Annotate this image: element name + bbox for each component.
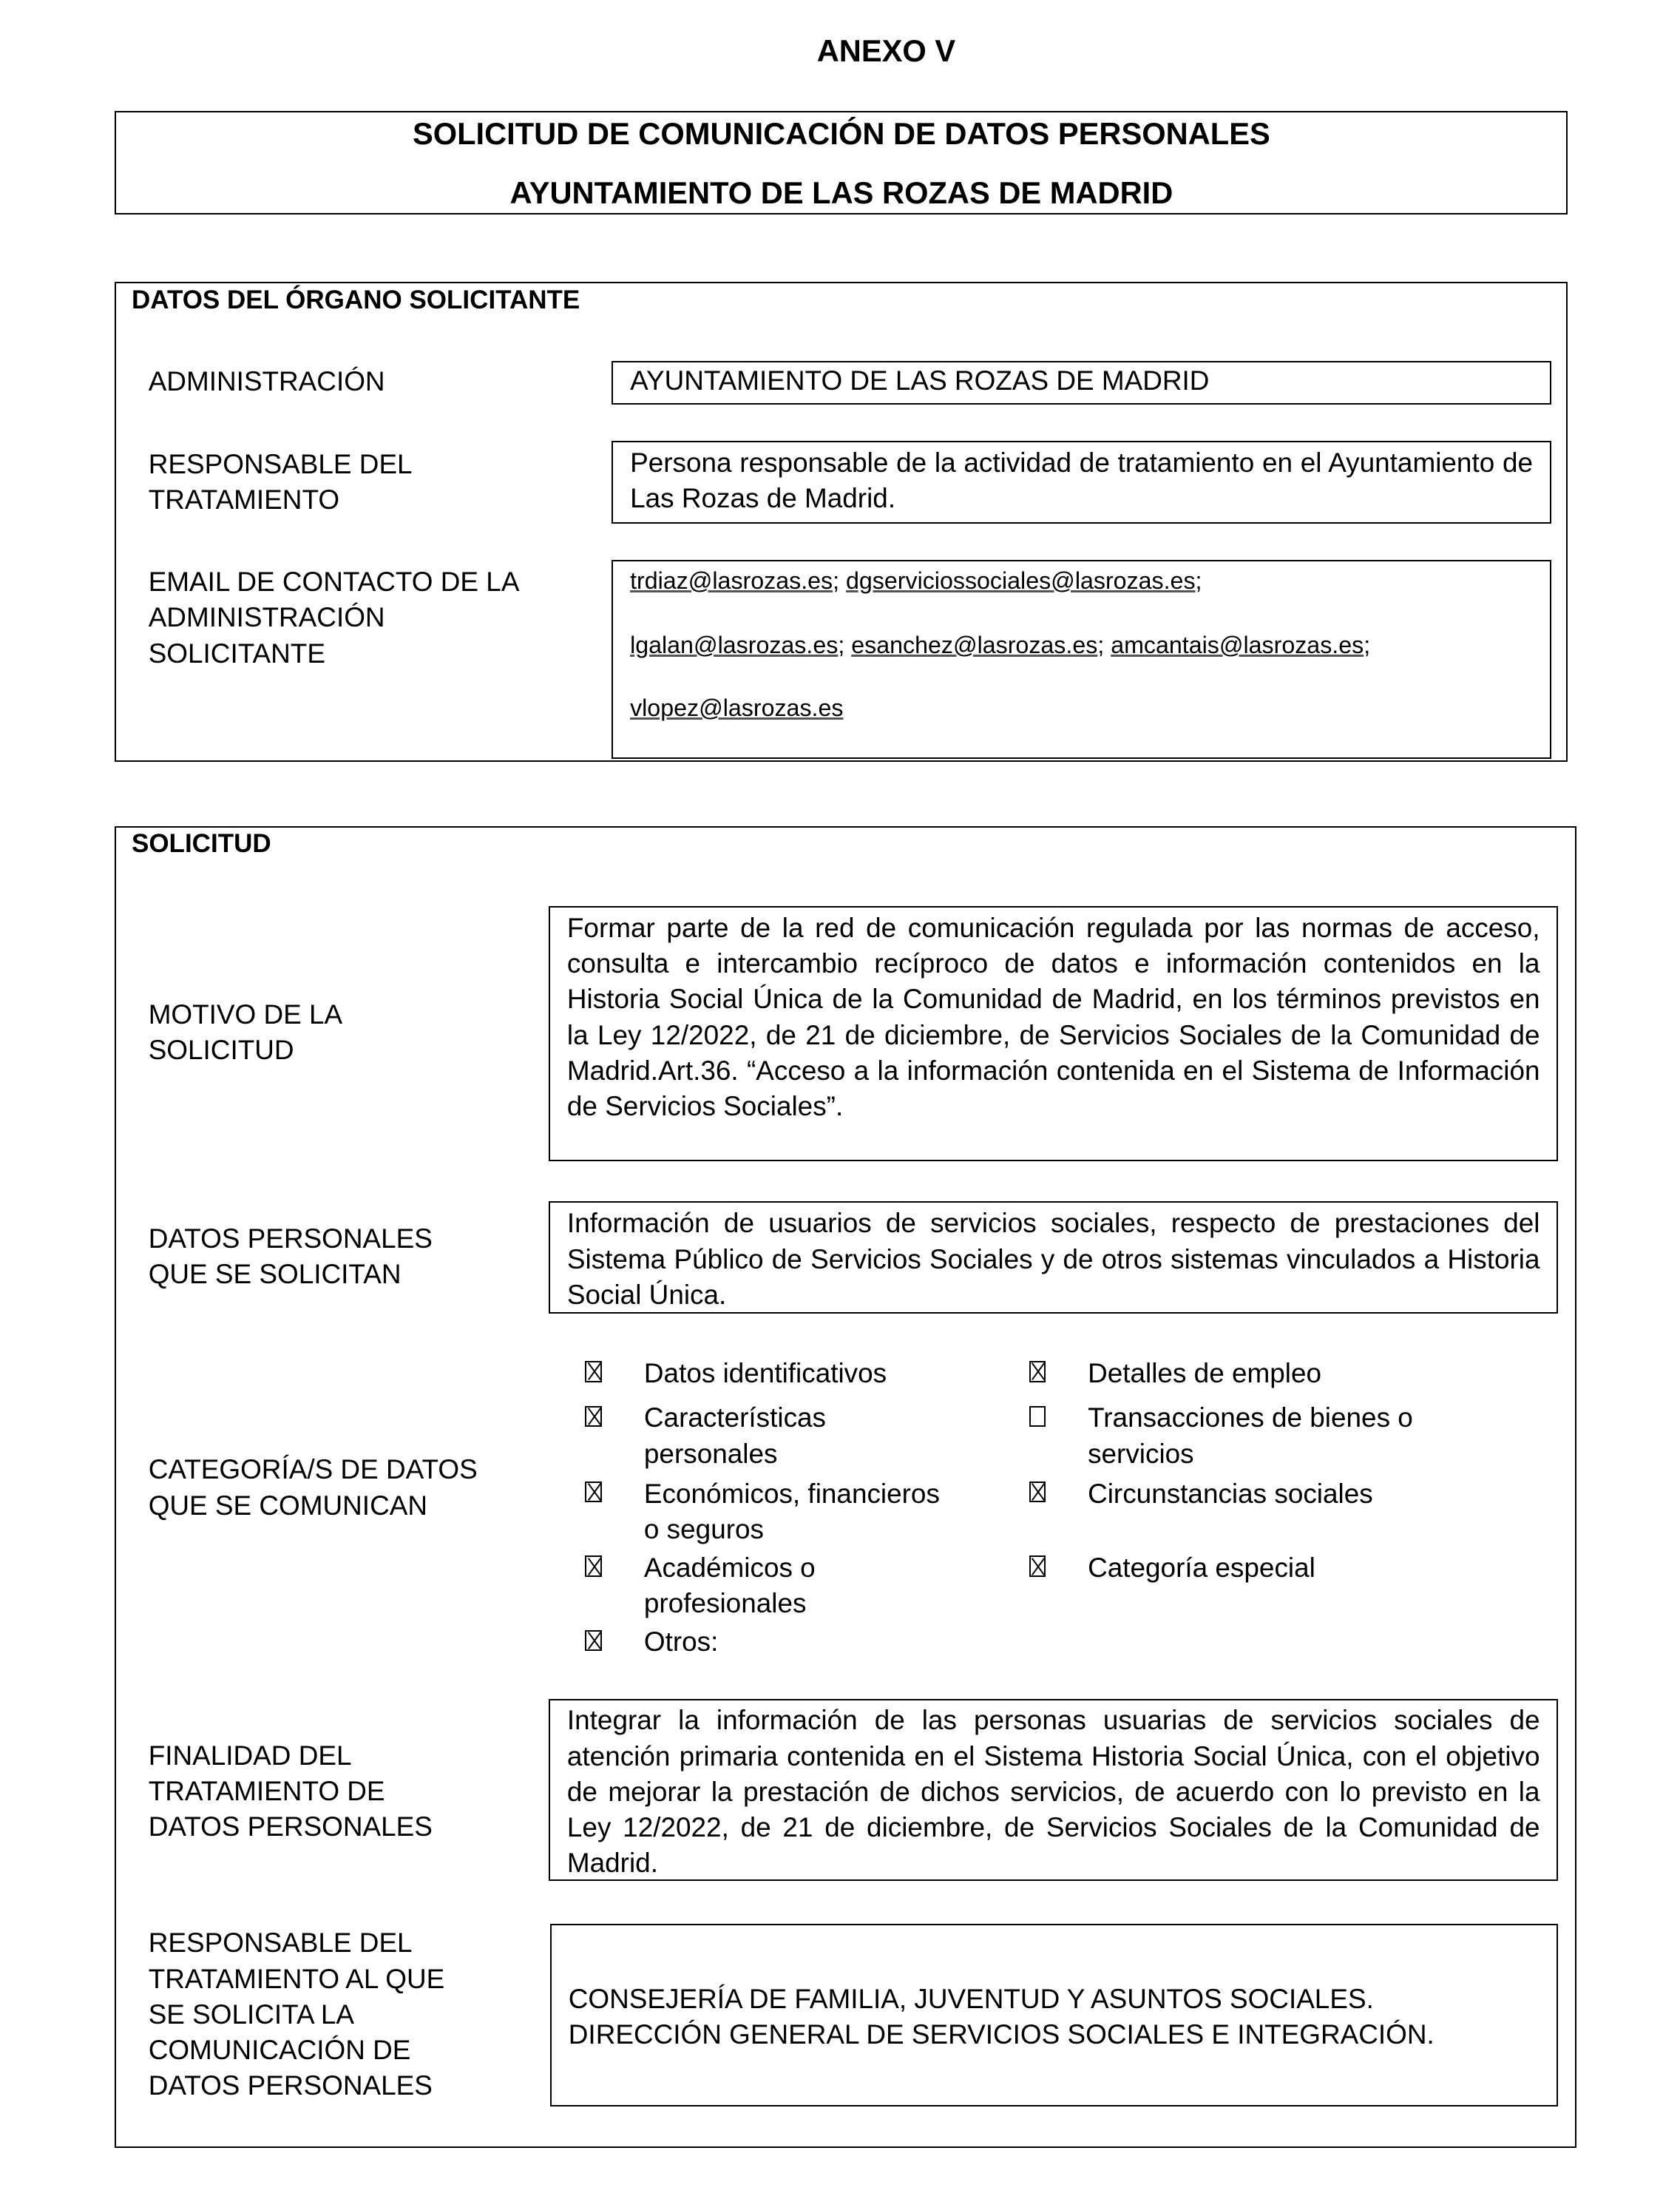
categorias-label	[149, 1452, 478, 1524]
email-link[interactable]: amcantais@lasrozas.es	[1111, 632, 1364, 659]
email-link[interactable]: lgalan@lasrozas.es	[630, 632, 839, 659]
label-line: ADMINISTRACIÓN	[148, 602, 385, 633]
destino-line: DIRECCIÓN GENERAL DE SERVICIOS SOCIALES E INTEGRACIÓN.	[568, 2019, 1435, 2050]
resp-field: Persona responsable de la actividad de tratamiento en el Ayuntamiento de Las Rozas de Madrid.	[612, 441, 1551, 524]
label-line: SOLICITUD	[148, 1035, 294, 1066]
destino-label	[149, 1925, 445, 2104]
unchecked-box-icon[interactable]	[1029, 1406, 1046, 1427]
checked-box-icon[interactable]	[585, 1406, 602, 1427]
category-label: Económicos, financieros o seguros	[643, 1478, 940, 1544]
label-line: EMAIL DE CONTACTO DE LA	[148, 566, 520, 597]
category-label: Características personales	[643, 1402, 827, 1469]
category-label: Circunstancias sociales	[1088, 1478, 1373, 1509]
checked-box-icon[interactable]	[585, 1361, 602, 1382]
label-line: TRATAMIENTO DE	[148, 1775, 385, 1806]
motivo-field: Formar parte de la red de comunicación regulada por las normas de acceso, consulta e intercambio recíproco de datos e información contenidos en la Historia Social Única de la Comunidad de Madrid, en los términos previstos en la Ley 12/2022, de 21 de diciembre, de Servicios Sociales de la Comunidad de Madrid.Art.36. “Acceso a la información contenida en el Sistema de Información de Servicios Sociales”.	[549, 906, 1558, 1161]
email-label	[149, 564, 520, 672]
checked-box-icon[interactable]	[1029, 1482, 1046, 1502]
checked-box-icon[interactable]	[585, 1555, 602, 1576]
label-line: QUE SE SOLICITAN	[148, 1259, 402, 1290]
checked-box-icon[interactable]	[1029, 1361, 1046, 1382]
motivo-label	[149, 997, 343, 1069]
finalidad-field: Integrar la información de las personas usuarias de servicios sociales de atención primaria contenida en el Sistema Historia Social Única, con el objetivo de mejorar la prestación de dichos servicios, de acuerdo con lo previsto en la Ley 12/2022, de 21 de diciembre, de Servicios Sociales de la Comunidad de Madrid.	[549, 1699, 1558, 1881]
checked-box-icon[interactable]	[585, 1630, 602, 1651]
label-line: RESPONSABLE DEL	[148, 1928, 413, 1959]
label-line: SOLICITANTE	[148, 638, 325, 669]
category-label: Transacciones de bienes o servicios	[1088, 1402, 1413, 1469]
checked-box-icon[interactable]	[585, 1482, 602, 1502]
solicitud-header: SOLICITUD	[131, 828, 271, 858]
title-line-1: SOLICITUD DE COMUNICACIÓN DE DATOS PERSONALES	[412, 116, 1270, 152]
destino-line: CONSEJERÍA DE FAMILIA, JUVENTUD Y ASUNTOS SOCIALES.	[568, 1984, 1374, 2015]
label-line: QUE SE COMUNICAN	[148, 1490, 427, 1521]
label-line: SE SOLICITA LA	[148, 1999, 354, 2030]
checked-box-icon[interactable]	[1029, 1555, 1046, 1576]
label-line: DATOS PERSONALES	[148, 1223, 433, 1254]
email-link[interactable]: vlopez@lasrozas.es	[630, 695, 844, 722]
category-label: Académicos o profesionales	[643, 1552, 816, 1619]
label-line: RESPONSABLE DEL	[148, 448, 413, 479]
organo-header: DATOS DEL ÓRGANO SOLICITANTE	[131, 286, 580, 315]
category-label: Datos identificativos	[643, 1357, 887, 1388]
resp-label	[149, 447, 413, 518]
label-line: CATEGORÍA/S DE DATOS	[148, 1454, 478, 1485]
label-line: COMUNICACIÓN DE	[148, 2035, 411, 2066]
title-line-2: AYUNTAMIENTO DE LAS ROZAS DE MADRID	[509, 175, 1173, 210]
annex-title: ANEXO V	[816, 33, 956, 69]
email-link[interactable]: esanchez@lasrozas.es	[851, 632, 1098, 659]
datos-label	[149, 1221, 433, 1293]
destino-field	[550, 1924, 1558, 2106]
label-line: DATOS PERSONALES	[148, 1811, 433, 1842]
label-line: TRATAMIENTO	[148, 484, 340, 516]
email-link[interactable]: dgserviciossociales@lasrozas.es	[846, 567, 1196, 594]
admin-label: ADMINISTRACIÓN	[148, 366, 385, 397]
category-label: Categoría especial	[1088, 1552, 1315, 1583]
admin-field: AYUNTAMIENTO DE LAS ROZAS DE MADRID	[612, 361, 1551, 405]
label-line: DATOS PERSONALES	[148, 2070, 433, 2101]
datos-field: Información de usuarios de servicios sociales, respecto de prestaciones del Sistema Público de Servicios Sociales y de otros sistemas vinculados a Historia Social Única.	[549, 1201, 1558, 1313]
label-line: MOTIVO DE LA	[148, 999, 343, 1030]
finalidad-label	[149, 1738, 433, 1845]
label-line: FINALIDAD DEL	[148, 1740, 352, 1771]
email-field: trdiaz@lasrozas.es; dgserviciossociales@lasrozas.es; lgalan@lasrozas.es; esanchez@lasrozas.es; amcantais@lasrozas.es; vlopez@lasrozas.es	[612, 560, 1551, 759]
category-label: Detalles de empleo	[1088, 1357, 1322, 1388]
label-line: TRATAMIENTO AL QUE	[148, 1963, 445, 1994]
category-label: Otros:	[643, 1626, 719, 1658]
title-box	[115, 111, 1568, 214]
email-link[interactable]: trdiaz@lasrozas.es	[630, 567, 833, 594]
